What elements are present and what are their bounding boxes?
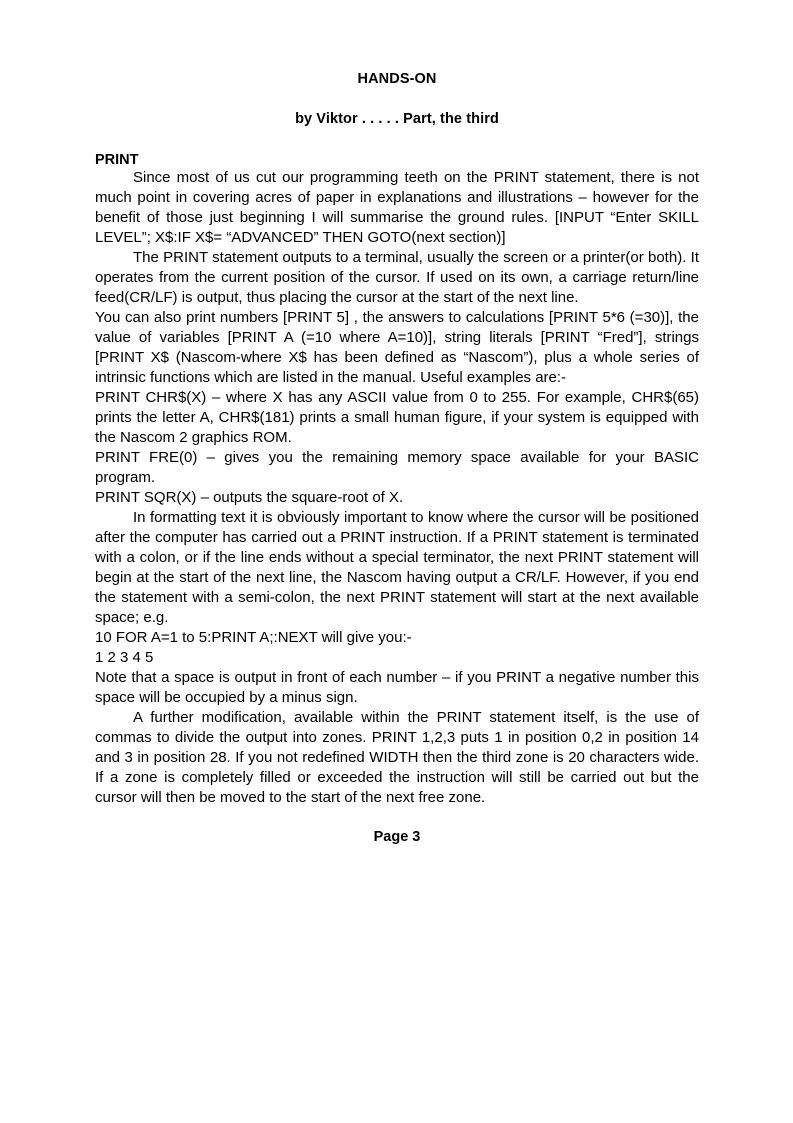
function-entry-sqr: PRINT SQR(X) – outputs the square-root of X.	[95, 488, 404, 506]
function-entry-fre: PRINT FRE(0) – gives you the remaining memory space available for your BASIC program.	[95, 448, 699, 486]
paragraph-print-statement-outputs: The PRINT statement outputs to a terminal, usually the screen or a printer(or both). It operates from the current position of the cursor. If used on its own, a carriage return/line feed(CR/LF) is output, thus placing the cursor at the start of the next line.	[95, 248, 699, 306]
code-example-output: 1 2 3 4 5	[95, 648, 154, 666]
page-number-footer: Page 3	[373, 828, 421, 845]
paragraph-print-numbers: You can also print numbers [PRINT 5] , the answers to calculations [PRINT 5*6 (=30)], the value of variables [PRINT A (=10 where A=10)], string literals [PRINT “Fred”], strings [PRINT X$ (Nascom-where X$ has been defined as “Nascom”), plus a whole series of intrinsic functions which are listed in the manual. Useful examples are:-	[95, 308, 699, 386]
page-content	[95, 0, 699, 845]
paragraph-comma-zones: A further modification, available within the PRINT statement itself, is the use of commas to divide the output into zones. PRINT 1,2,3 puts 1 in position 0,2 in position 14 and 3 in position 28. If you not redefined WIDTH then the third zone is 20 characters wide. If a zone is completely filled or exceeded the instruction will still be carried out but the cursor will then be moved to the start of the next free zone.	[95, 708, 699, 806]
paragraph-space-note: Note that a space is output in front of each number – if you PRINT a negative number this space will be occupied by a minus sign.	[95, 668, 699, 706]
intrinsic-function-list	[95, 388, 699, 508]
function-entry-chr: PRINT CHR$(X) – where X has any ASCII value from 0 to 255. For example, CHR$(65) prints the letter A, CHR$(181) prints a small human figure, if your system is equipped with the Nascom 2 graphics ROM.	[95, 388, 699, 446]
page-subtitle: by Viktor . . . . . Part, the third	[295, 111, 499, 128]
paragraph-formatting-text: In formatting text it is obviously important to know where the cursor will be positioned after the computer has carried out a PRINT instruction. If a PRINT statement is terminated with a colon, or if the line ends without a special terminator, the next PRINT statement will begin at the start of the next line, the Nascom having output a CR/LF. However, if you end the statement with a semi-colon, the next PRINT statement will start at the next available space; e.g.	[95, 508, 699, 626]
paragraph-intro: Since most of us cut our programming teeth on the PRINT statement, there is not much point in covering acres of paper in explanations and illustrations – however for the benefit of those just beginning I will summarise the ground rules. [INPUT “Enter SKILL LEVEL”; X$:IF X$= “ADVANCED” THEN GOTO(next section)]	[95, 168, 699, 246]
page-title: HANDS-ON	[357, 71, 437, 87]
code-example-for-loop: 10 FOR A=1 to 5:PRINT A;:NEXT will give you:-	[95, 628, 412, 646]
section-heading-print: PRINT	[95, 151, 139, 168]
